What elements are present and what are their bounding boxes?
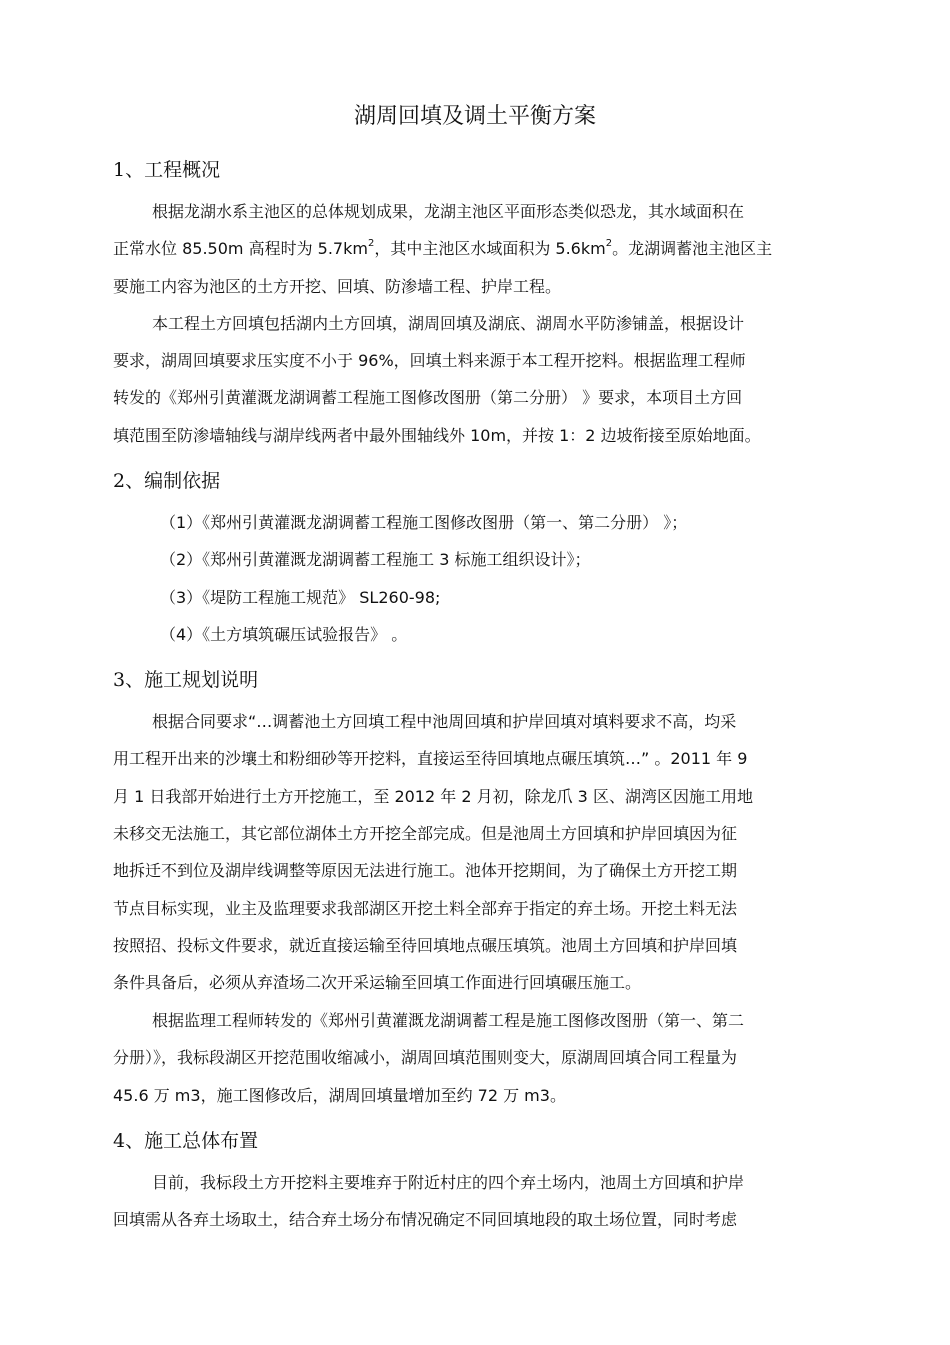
paragraph-line: 分册）》，我标段湖区开挖范围收缩减小，湖周回填范围则变大，原湖周回填合同工程量为 (113, 1048, 738, 1067)
superscript: 2 (367, 238, 375, 249)
section-heading-2: 2、编制依据 (113, 470, 221, 492)
paragraph-line: 回填需从各弃土场取土，结合弃土场分布情况确定不同回填地段的取土场位置，同时考虑 (113, 1210, 738, 1229)
section-heading-1: 1、工程概况 (113, 159, 221, 181)
paragraph-line: 填范围至防渗墙轴线与湖岸线两者中最外围轴线外 10m，并按 1：2 边坡衔接至原始地面。 (113, 426, 761, 445)
paragraph-line-superscript (113, 236, 853, 262)
paragraph-line: 根据合同要求“…调蓄池土方回填工程中池周回填和护岸回填对填料要求不高，均采 (152, 712, 737, 731)
paragraph-line: 节点目标实现，业主及监理要求我部湖区开挖土料全部弃于指定的弃土场。开挖土料无法 (113, 899, 738, 918)
text-segment: 正常水位 85.50m 高程时为 5.7km (113, 239, 368, 258)
paragraph-line: 未移交无法施工，其它部位湖体土方开挖全部完成。但是池周土方回填和护岸回填因为征 (113, 824, 738, 843)
section-heading-4: 4、施工总体布置 (113, 1130, 259, 1152)
superscript: 2 (605, 238, 613, 249)
text-segment: ，其中主池区水域面积为 5.6km (374, 239, 606, 258)
paragraph-line: 本工程土方回填包括湖内土方回填，湖周回填及湖底、湖周水平防渗铺盖，根据设计 (152, 314, 745, 333)
paragraph-line: 月 1 日我部开始进行土方开挖施工，至 2012 年 2 月初，除龙爪 3 区、湖湾区因施工用地 (113, 787, 753, 806)
reference-item: （3）《堤防工程施工规范》 SL260-98; (160, 588, 441, 607)
paragraph-line: 根据监理工程师转发的《郑州引黄灌溉龙湖调蓄工程是施工图修改图册（第一、第二 (152, 1011, 745, 1030)
paragraph-line: 45.6 万 m3，施工图修改后，湖周回填量增加至约 72 万 m3。 (113, 1086, 566, 1105)
paragraph-line: 要求，湖周回填要求压实度不小于 96%，回填土料来源于本工程开挖料。根据监理工程师 (113, 351, 746, 370)
paragraph-line: 要施工内容为池区的土方开挖、回填、防渗墙工程、护岸工程。 (113, 277, 562, 296)
paragraph-line: 转发的《郑州引黄灌溉龙湖调蓄工程施工图修改图册（第二分册） 》要求，本项目土方回 (113, 388, 743, 407)
paragraph-line: 根据龙湖水系主池区的总体规划成果，龙湖主池区平面形态类似恐龙，其水域面积在 (152, 202, 745, 221)
text-segment: 。龙湖调蓄池主池区主 (612, 239, 773, 258)
paragraph-line: 用工程开出来的沙壤土和粉细砂等开挖料，直接运至待回填地点碾压填筑…” 。2011 年 9 (113, 749, 748, 768)
paragraph-line: 条件具备后，必须从弃渣场二次开采运输至回填工作面进行回填碾压施工。 (113, 973, 642, 992)
paragraph-line: 目前，我标段土方开挖料主要堆弃于附近村庄的四个弃土场内，池周土方回填和护岸 (152, 1173, 745, 1192)
reference-item: （2）《郑州引黄灌溉龙湖调蓄工程施工 3 标施工组织设计》； (160, 550, 591, 569)
document-title: 湖周回填及调土平衡方案 (353, 104, 596, 129)
section-heading-3: 3、施工规划说明 (113, 669, 259, 691)
reference-item: （4）《土方填筑碾压试验报告》 。 (160, 625, 408, 644)
reference-item: （1）《郑州引黄灌溉龙湖调蓄工程施工图修改图册（第一、第二分册） 》； (160, 513, 688, 532)
paragraph-line: 按照招、投标文件要求，就近直接运输至待回填地点碾压填筑。池周土方回填和护岸回填 (113, 936, 738, 955)
paragraph-line: 地拆迁不到位及湖岸线调整等原因无法进行施工。池体开挖期间，为了确保土方开挖工期 (113, 861, 738, 880)
